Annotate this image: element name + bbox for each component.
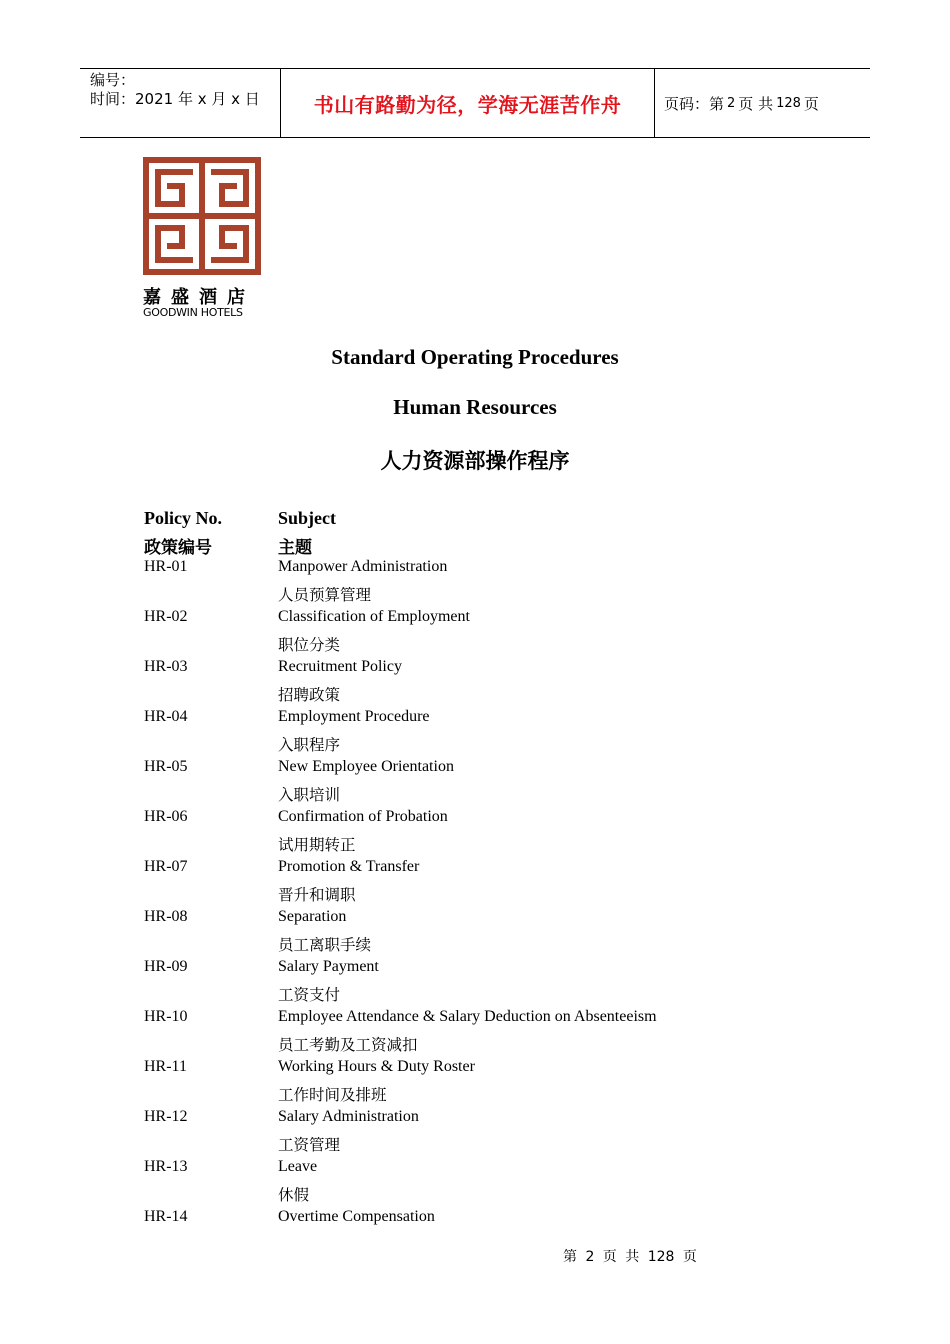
policy-subject-cn: 员工离职手续 [278,936,372,954]
policy-subject: Employee Attendance & Salary Deduction on Absenteeism [278,1008,657,1025]
document-subtitle-cn: 人力资源部操作程序 [380,449,570,473]
list-item [144,1108,844,1158]
list-item [144,1158,844,1208]
policy-code: HR-04 [144,708,188,725]
list-item [144,858,844,908]
header-meta [80,69,281,137]
page-number: 2 [727,95,736,111]
policy-subject: Working Hours & Duty Roster [278,1058,475,1075]
column-header-subject-cn: 主题 [278,538,312,558]
document-subtitle: Human Resources [393,395,557,419]
policy-subject: Classification of Employment [278,608,470,625]
header-motto: 书山有路勤为径，学海无涯苦作舟 [281,69,655,137]
time-label: 时间：2021 年 x 月 x 日 [90,90,260,108]
page-prefix: 页码：第 [664,94,725,113]
page-footer: 第 2 页 共 128 页 [563,1249,697,1265]
list-item [144,558,844,608]
goodwin-logo-mark-icon [143,157,261,275]
logo-english-name: GOODWIN HOTELS [143,306,243,319]
policy-subject: Confirmation of Probation [278,808,448,825]
policy-subject: Manpower Administration [278,558,448,575]
policy-code: HR-07 [144,858,188,875]
policy-code: HR-06 [144,808,188,825]
policy-code: HR-05 [144,758,188,775]
policy-code: HR-03 [144,658,188,675]
list-item [144,608,844,658]
list-item [144,1208,844,1258]
policy-subject-cn: 休假 [278,1186,310,1204]
goodwin-logo [143,157,263,275]
column-header-subject: Subject [278,508,336,528]
policy-subject-cn: 试用期转正 [278,836,356,854]
policy-code: HR-13 [144,1158,188,1175]
list-item [144,958,844,1008]
policy-list [144,558,844,1258]
policy-code: HR-01 [144,558,188,575]
document-title: Standard Operating Procedures [331,345,619,369]
policy-subject-cn: 入职培训 [278,786,341,804]
policy-subject-cn: 入职程序 [278,736,341,754]
page-total: 128 [776,95,801,111]
page-mid: 页 共 [738,94,774,113]
policy-subject-cn: 工资管理 [278,1136,341,1154]
page-header [80,68,870,138]
policy-subject-cn: 工资支付 [278,986,341,1004]
header-page-info [655,69,870,137]
policy-subject: Leave [278,1158,318,1175]
policy-subject-cn: 人员预算管理 [278,586,372,604]
policy-subject: Overtime Compensation [278,1208,435,1225]
policy-code: HR-08 [144,908,188,925]
logo-chinese-name: 嘉盛酒店 [143,287,255,308]
page-suffix: 页 [803,94,819,113]
policy-code: HR-02 [144,608,188,625]
column-header-policy-no-cn: 政策编号 [144,538,212,558]
policy-subject: Salary Administration [278,1108,419,1125]
policy-subject-cn: 员工考勤及工资减扣 [278,1036,418,1054]
list-item [144,758,844,808]
policy-subject-cn: 晋升和调职 [278,886,356,904]
policy-subject: New Employee Orientation [278,758,454,775]
policy-code: HR-09 [144,958,188,975]
policy-subject: Employment Procedure [278,708,430,725]
list-item [144,808,844,858]
policy-code: HR-10 [144,1008,188,1025]
policy-subject-cn: 招聘政策 [278,686,341,704]
policy-subject: Recruitment Policy [278,658,402,675]
column-header-policy-no: Policy No. [144,508,222,528]
policy-subject-cn: 职位分类 [278,636,341,654]
policy-subject: Separation [278,908,347,925]
list-item [144,708,844,758]
policy-subject: Promotion & Transfer [278,858,420,875]
number-label: 编号： [90,71,136,89]
policy-subject-cn: 工作时间及排班 [278,1086,387,1104]
list-item [144,1008,844,1058]
list-item [144,908,844,958]
policy-code: HR-11 [144,1058,187,1075]
policy-code: HR-14 [144,1208,188,1225]
list-item [144,1058,844,1108]
policy-subject: Salary Payment [278,958,379,975]
policy-code: HR-12 [144,1108,188,1125]
list-item [144,658,844,708]
